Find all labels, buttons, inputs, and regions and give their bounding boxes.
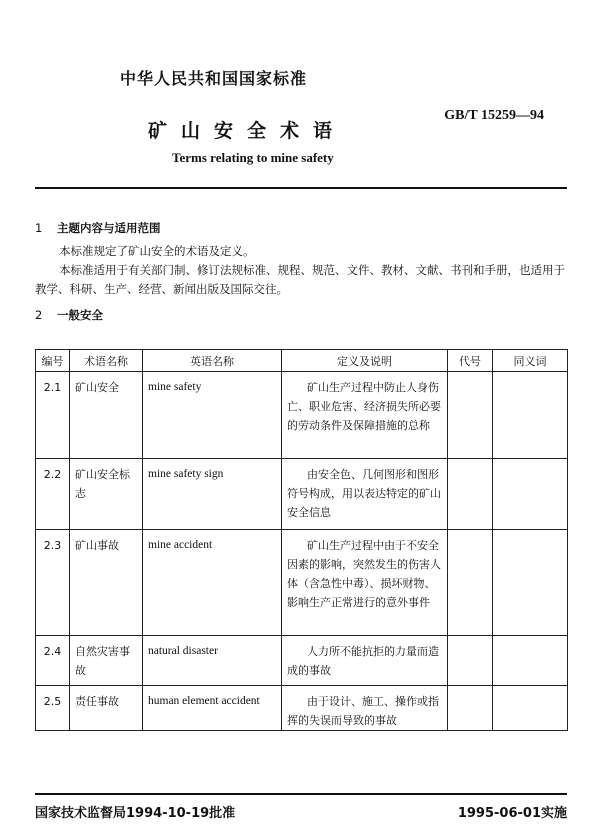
term-name: 矿山安全 (70, 372, 143, 459)
section-number: 2 (35, 308, 43, 322)
english-name: natural disaster (143, 636, 282, 686)
english-name: mine safety sign (143, 459, 282, 530)
term-name: 矿山事故 (70, 530, 143, 636)
paragraph: 本标准规定了矿山安全的术语及定义。 (59, 244, 255, 258)
section-title: 主题内容与适用范围 (57, 221, 161, 235)
table-row (36, 530, 568, 636)
synonym-cell (493, 530, 568, 636)
table-row (36, 459, 568, 530)
code-cell (448, 459, 493, 530)
definition: 人力所不能抗拒的力量而造成的事故 (282, 636, 448, 686)
english-name: mine safety (143, 372, 282, 459)
standard-code: GB/T 15259—94 (444, 108, 544, 123)
section-title: 一般安全 (57, 308, 104, 322)
definition: 矿山生产过程中防止人身伤亡、职业危害、经济损失所必要的劳动条件及保障措施的总称 (282, 372, 448, 459)
paragraph: 本标准适用于有关部门制、修订法规标准、规程、规范、文件、教材、文献、书刊和手册，也适用于教学、科研、生产、经营、新闻出版及国际交往。 (35, 263, 565, 296)
table-row (36, 636, 568, 686)
term-number: 2.2 (36, 459, 70, 530)
term-name: 责任事故 (70, 686, 143, 731)
definition: 由于设计、施工、操作或指挥的失误而导致的事故 (282, 686, 448, 731)
approval-date: 国家技术监督局1994-10-19批准 (35, 806, 236, 821)
term-number: 2.3 (36, 530, 70, 636)
table-row (36, 372, 568, 459)
code-cell (448, 686, 493, 731)
column-header: 定义及说明 (282, 350, 448, 372)
synonym-cell (493, 372, 568, 459)
document-title: 矿山安全术语 (148, 120, 347, 142)
section-heading (35, 220, 161, 236)
table-header-row (36, 350, 568, 372)
term-name: 自然灾害事故 (70, 636, 143, 686)
table-row (36, 686, 568, 731)
code-cell (448, 372, 493, 459)
english-name: mine accident (143, 530, 282, 636)
english-name: human element accident (143, 686, 282, 731)
column-header: 编号 (36, 350, 70, 372)
term-number: 2.4 (36, 636, 70, 686)
code-cell (448, 530, 493, 636)
column-header: 代号 (448, 350, 493, 372)
column-header: 同义词 (493, 350, 568, 372)
code-cell (448, 636, 493, 686)
term-number: 2.5 (36, 686, 70, 731)
synonym-cell (493, 636, 568, 686)
national-standard-title: 中华人民共和国国家标准 (120, 69, 308, 88)
term-number: 2.1 (36, 372, 70, 459)
synonym-cell (493, 686, 568, 731)
column-header: 英语名称 (143, 350, 282, 372)
section-number: 1 (35, 221, 43, 235)
section-heading (35, 307, 103, 323)
footer-divider (35, 793, 567, 795)
synonym-cell (493, 459, 568, 530)
terms-table (35, 349, 568, 731)
definition: 由安全色、几何图形和图形符号构成，用以表达特定的矿山安全信息 (282, 459, 448, 530)
document-subtitle: Terms relating to mine safety (172, 150, 334, 165)
header-divider (35, 187, 567, 189)
column-header: 术语名称 (70, 350, 143, 372)
implementation-date: 1995-06-01实施 (457, 806, 567, 821)
definition: 矿山生产过程中由于不安全因素的影响，突然发生的伤害人体（含急性中毒）、损坏财物、影响生产正常进行的意外事件 (282, 530, 448, 636)
term-name: 矿山安全标志 (70, 459, 143, 530)
